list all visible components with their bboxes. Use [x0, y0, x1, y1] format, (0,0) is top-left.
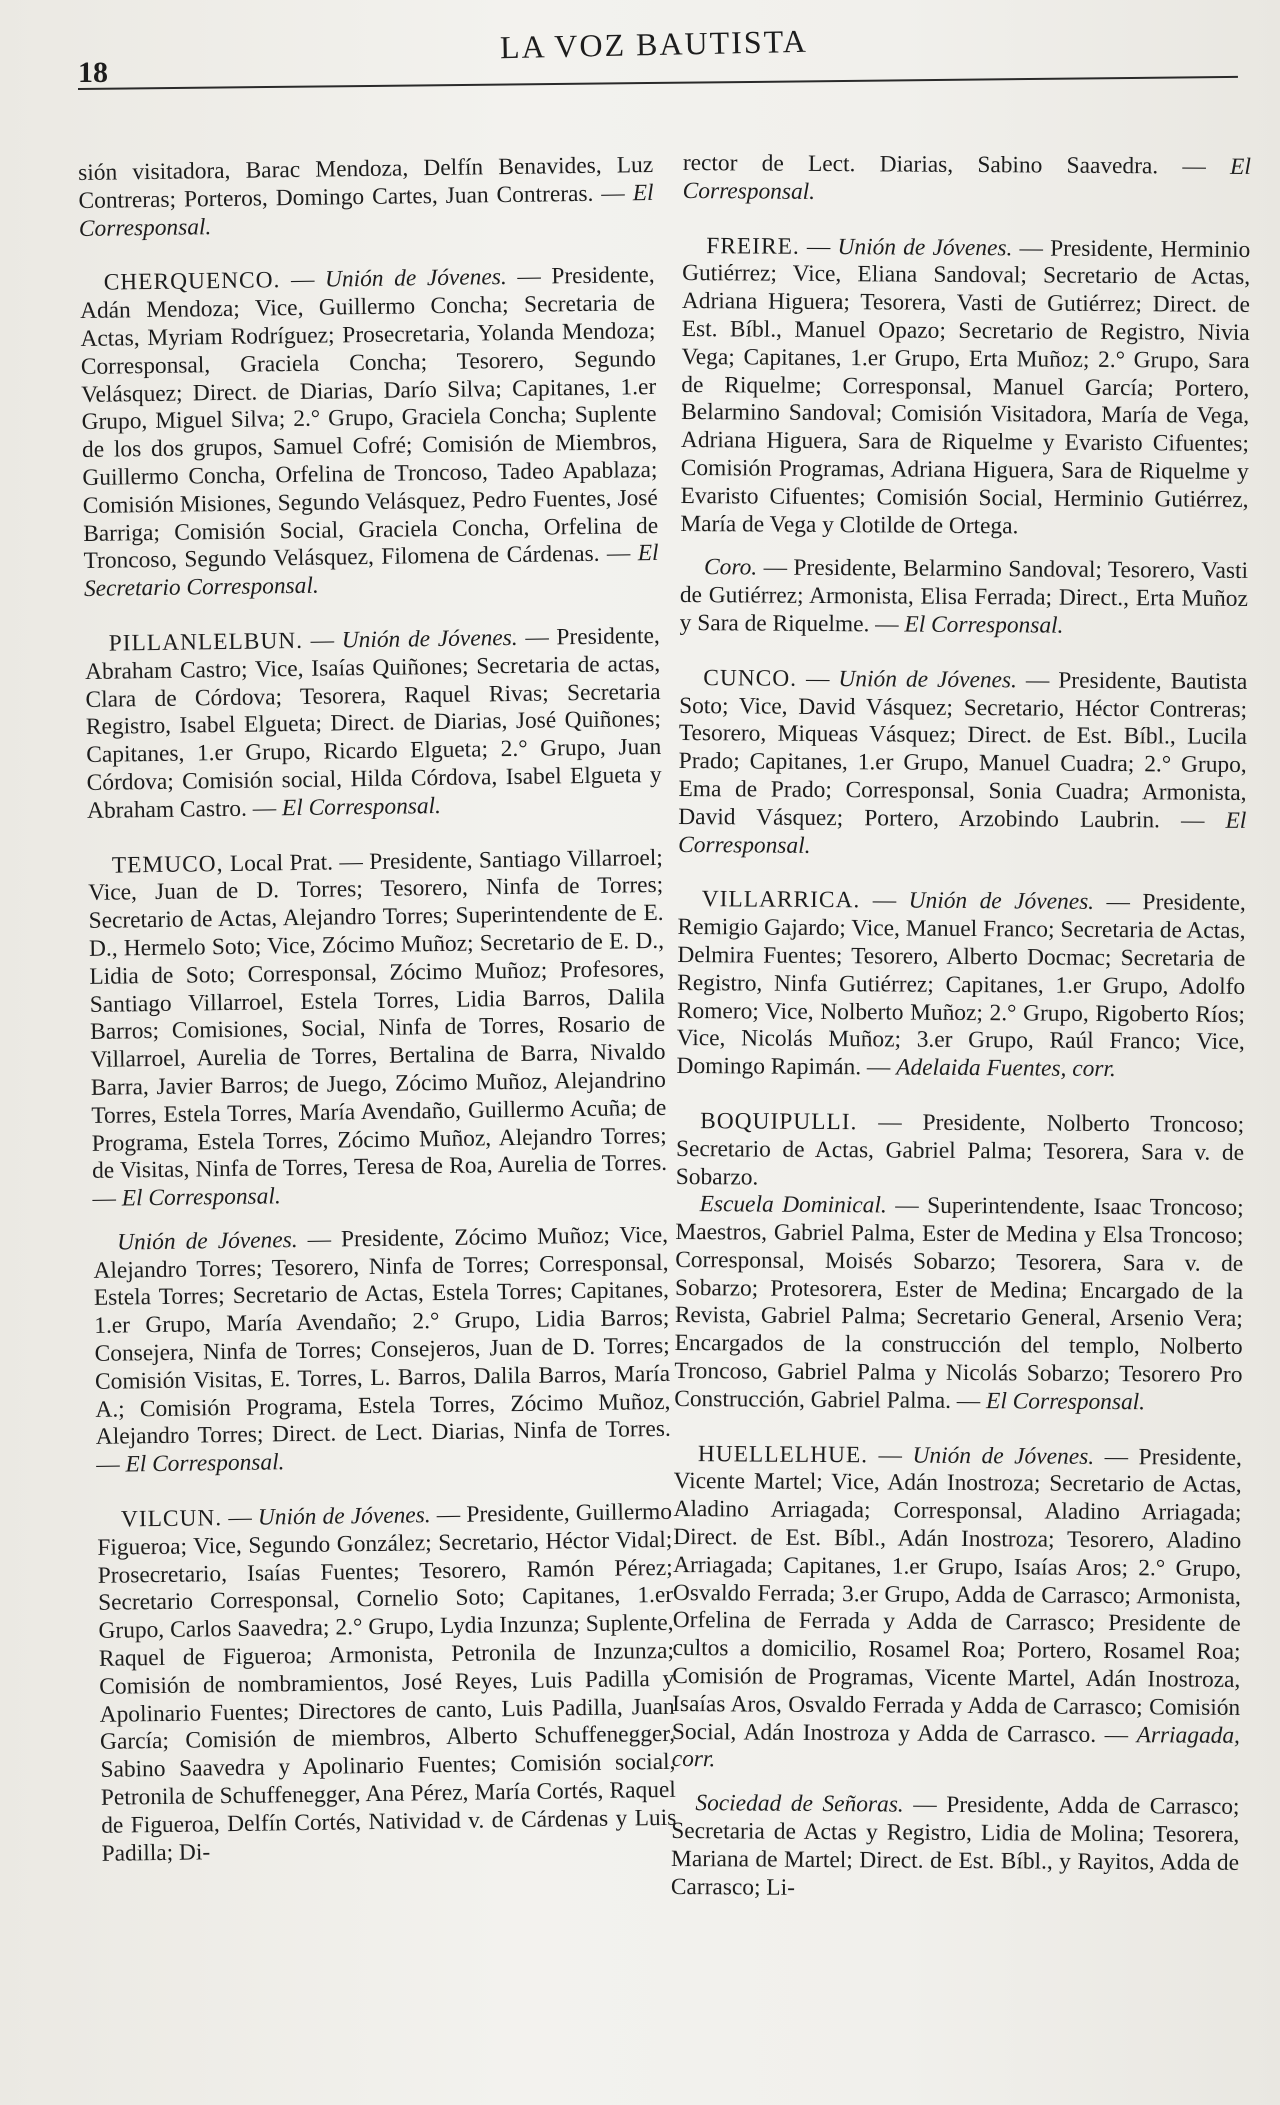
entry-freire-coro: [680, 554, 1249, 641]
entry-text: — Presidente, Adda de Carrasco; Secretaria de Actas y Registro, Lidia de Molina; Tesorera, Mariana de Martel; Direct. de Est. Bíbl., y Rayitos, Adda de Carrasco; Li-: [670, 1791, 1240, 1901]
entry-text: — Presidente, Zócimo Muñoz; Vice, Alejandro Torres; Tesorero, Ninfa de Torres; Corresponsal, Estela Torres; Secretario de Actas, Estela Torres; Capitanes, 1.er Grupo, María Avendaño; 2.° Grupo, Lidia Barros; Consejera, Ninfa de Torres; Consejeros, Juan de D. Torres; Comisión Visitas, E. Torres, L. Barros, Dalila Barros, María A.; Comisión Programa, Estela Torres, Zócimo Muñoz, Alejandro Torres; Direct. de Lect. Diarias, Ninfa de Torres. —: [93, 1221, 671, 1479]
entry-signature: El Corresponsal.: [121, 1183, 281, 1212]
journal-title: LA VOZ BAUTISTA: [499, 22, 809, 66]
entry-text: Local Prat. — Presidente, Santiago Villarroel; Vice, Juan de D. Torres; Tesorero, Ninfa de Torres; Secretario de Actas, Alejandro Torres; Superintendente de E. D., Hermelo Soto; Vice, Zócimo Muñoz; Secretario de E. D., Lidia de Soto; Corresponsal, Zócimo Muñoz; Profesores, Santiago Villarroel, Estela Torres, Lidia Barros, Dalila Barros; Comisiones, Social, Ninfa de Torres, Rosario de Villarroel, Aurelia de Torres, Bertalina de Barra, Nivaldo Barra, Javier Barros; de Juego, Zócimo Muñoz, Alejandrino Torres, Estela Torres, María Avendaño, Guillermo Acuña; de Programa, Estela Torres, Zócimo Muñoz, Alejandro Torres; de Visitas, Ninfa de Torres, Teresa de Roa, Aurelia de Torres. —: [88, 844, 668, 1212]
entry-org: Unión de Jóvenes.: [341, 624, 518, 654]
entry-boquipulli-escuela: [674, 1191, 1244, 1417]
entry-place: CHERQUENCO.: [103, 267, 281, 297]
entry-cherquenco: CHERQUENCO. — Unión de Jóvenes. — Presidente, Adán Mendoza; Vice, Guillermo Concha; Secretaria de Actas, Myriam Rodríguez; Prosecretaria, Yolanda Mendoza; Corresponsal, Graciela Concha; Tesorero, Segundo Velásquez; Direct. de Diarias, Darío Silva; Capitanes, 1.er Grupo, Miguel Silva; 2.° Grupo, Graciela Concha; Suplente de los dos grupos, Samuel Cofré; Comisión de Miembros, Guillermo Concha, Orfelina de Troncoso, Tadeo Apablaza; Comisión Misiones, Segundo Velásquez, Pedro Fuentes, José Barriga; Comisión Social, Graciela Concha, Orfelina de Troncoso, Segundo Velásquez, Filomena de Cárdenas. — El Secretario Corresponsal.: [79, 262, 659, 603]
entry-vilcun: VILCUN. — Unión de Jóvenes. — Presidente, Guillermo Figueroa; Vice, Segundo González; Secretario, Héctor Vidal; Prosecretario, Isaías Fuentes; Tesorero, Ramón Pérez; Secretario Corresponsal, Cornelio Soto; Capitanes, 1.er Grupo, Carlos Saavedra; 2.° Grupo, Lydia Inzunza; Suplente, Raquel de Figueroa; Armonista, Petronila de Inzunza; Comisión de nombramientos, José Reyes, Luis Padilla y Apolinario Fuentes; Directores de canto, Luis Padilla, Juan García; Comisión de miembros, Alberto Schuffenegger, Sabino Saavedra y Apolinario Fuentes; Comisión social, Petronila de Schuffenegger, Ana Pérez, María Cortés, Raquel de Figueroa, Delfín Cortés, Natividad v. de Cárdenas y Luis Padilla; Di-: [97, 1498, 677, 1867]
entry-text: — Presidente, Adán Mendoza; Vice, Guillermo Concha; Secretaria de Actas, Myriam Rodríguez; Prosecretaria, Yolanda Mendoza; Corresponsal, Graciela Concha; Tesorero, Segundo Velásquez; Direct. de Diarias, Darío Silva; Capitanes, 1.er Grupo, Miguel Silva; 2.° Grupo, Graciela Concha; Suplente de los dos grupos, Samuel Cofré; Comisión de Miembros, Guillermo Concha, Orfelina de Troncoso, Tadeo Apablaza; Comisión Misiones, Segundo Velásquez, Pedro Fuentes, José Barriga; Comisión Social, Graciela Concha, Orfelina de Troncoso, Segundo Velásquez, Filomena de Cárdenas. —: [79, 262, 659, 575]
entry-org: Unión de Jóvenes.: [837, 233, 1013, 261]
entry-signature: El Corresponsal.: [682, 153, 1251, 205]
page-number: 18: [78, 56, 108, 89]
entry-text: sión visitadora, Barac Mendoza, Delfín Benavides, Luz Contreras; Porteros, Domingo Cartes, Juan Contreras. —: [78, 151, 654, 214]
entry-org: Coro.: [703, 554, 758, 581]
entry-signature: El Corresponsal.: [904, 611, 1064, 639]
entry-org: Unión de Jóvenes.: [257, 1502, 431, 1531]
entry-boquipulli: [676, 1108, 1245, 1195]
header-rule: [78, 76, 1238, 90]
entry-text: — Presidente, Abraham Castro; Vice, Isaías Quiñones; Secretaria de actas, Clara de Córdova; Tesorera, Raquel Rivas; Secretaria Registro, Isabel Elgueta; Direct. de Diarias, José Quiñones; Capitanes, 1.er Grupo, Ricardo Elgueta; 2.° Grupo, Juan Córdova; Comisión social, Hilda Córdova, Isabel Elgueta y Abraham Castro. —: [84, 622, 662, 824]
left-column: [78, 152, 677, 1895]
entry-org: Sociedad de Señoras.: [695, 1790, 904, 1818]
entry-text: — Superintendente, Isaac Troncoso; Maestros, Gabriel Palma, Ester de Medina y Elsa Troncoso; Corresponsal, Moisés Sobarzo; Tesorera, Sara v. de Sobarzo; Protesorera, Ester de Medina; Encargado de la Revista, Gabriel Palma; Secretario General, Arsenio Vera; Encargados de la construcción del templo, Nolberto Troncoso, Gabriel Palma y Nicolás Sobarzo; Tesorero Pro Construcción, Gabriel Palma. —: [674, 1192, 1244, 1415]
entry-huellelhue-senoras: [671, 1790, 1240, 1905]
entry-signature: El Corresponsal.: [281, 792, 442, 821]
entry-signature: El Corresponsal.: [985, 1388, 1146, 1416]
entry-place: BOQUIPULLI.: [700, 1108, 858, 1136]
entry-pillanlelbun: PILLANLELBUN. — Unión de Jóvenes. — Presidente, Abraham Castro; Vice, Isaías Quiñones; Secretaria de actas, Clara de Córdova; Tesorera, Raquel Rivas; Secretaria Registro, Isabel Elgueta; Direct. de Diarias, José Quiñones; Capitanes, 1.er Grupo, Ricardo Elgueta; 2.° Grupo, Juan Córdova; Comisión social, Hilda Córdova, Isabel Elgueta y Abraham Castro. — El Corresponsal.: [84, 622, 662, 824]
entry-text: — Presidente, Bautista Soto; Vice, David Vásquez; Secretario, Héctor Contreras; Tesorero, Miqueas Vásquez; Direct. de Est. Bíbl., Lucila Prado; Capitanes, 1.er Grupo, Manuel Cuadra; 2.° Grupo, Ema de Prado; Corresponsal, Sonia Cuadra; Armonista, David Vásquez; Portero, Arzobindo Laubrin. —: [678, 667, 1248, 834]
entry-signature: El Secretario Corresponsal.: [83, 540, 659, 603]
entry-huellelhue: HUELLELHUE. — Unión de Jóvenes. — Presidente, Vicente Martel; Vice, Adán Inostroza; Secretario de Actas, Aladino Arriagada; Corresponsal, Aladino Arriagada; Direct. de Est. Bíbl., Adán Inostroza; Tesorero, Aladino Arriagada; Capitanes, 1.er Grupo, Isaías Aros; 2.° Grupo, Osvaldo Ferrada; 3.er Grupo, Adda de Carrasco; Armonista, Orfelina de Ferrada y Adda de Carrasco; Presidente de cultos a domicilio, Rosamel Roa; Portero, Rosamel Roa; Comisión de Programas, Vicente Martel, Adán Inostroza, Isaías Aros, Osvaldo Ferrada y Adda de Carrasco; Comisión Social, Adán Inostroza y Adda de Carrasco. — Arriagada, corr.: [671, 1440, 1242, 1773]
entry-signature: El Corresponsal.: [125, 1449, 285, 1478]
entry-signature: Arriagada, corr.: [671, 1721, 1241, 1773]
entry-place: HUELLELHUE.: [697, 1440, 869, 1468]
entry-signature: El Corresponsal.: [78, 179, 654, 242]
entry-org: Unión de Jóvenes.: [912, 1442, 1095, 1470]
entry-place: CUNCO.: [703, 664, 798, 692]
entry-continuation-left: [78, 152, 654, 243]
entry-text: — Presidente, Nolberto Troncoso; Secretario de Actas, Gabriel Palma; Tesorera, Sara v. de Sobarzo.: [675, 1109, 1245, 1191]
entry-signature: El Corresponsal.: [678, 807, 1247, 859]
entry-cunco: CUNCO. — Unión de Jóvenes. — Presidente, Bautista Soto; Vice, David Vásquez; Secretario, Héctor Contreras; Tesorero, Miqueas Vásquez; Direct. de Est. Bíbl., Lucila Prado; Capitanes, 1.er Grupo, Manuel Cuadra; 2.° Grupo, Ema de Prado; Corresponsal, Sonia Cuadra; Armonista, David Vásquez; Portero, Arzobindo Laubrin. — El Corresponsal.: [678, 664, 1248, 859]
entry-org: Unión de Jóvenes.: [324, 264, 507, 293]
entry-place: VILLARRICA.: [701, 886, 861, 914]
entry-continuation-right: [683, 150, 1251, 210]
entry-temuco-jovenes: [93, 1222, 671, 1480]
right-column: [671, 150, 1251, 1932]
entry-org: Escuela Dominical.: [699, 1191, 887, 1219]
entry-text: — Presidente, Vicente Martel; Vice, Adán Inostroza; Secretario de Actas, Aladino Arriagada; Corresponsal, Aladino Arriagada; Direct. de Est. Bíbl., Adán Inostroza; Tesorero, Aladino Arriagada; Capitanes, 1.er Grupo, Isaías Aros; 2.° Grupo, Osvaldo Ferrada; 3.er Grupo, Adda de Carrasco; Armonista, Orfelina de Ferrada y Adda de Carrasco; Presidente de cultos a domicilio, Rosamel Roa; Portero, Rosamel Roa; Comisión de Programas, Vicente Martel, Adán Inostroza, Isaías Aros, Osvaldo Ferrada y Adda de Carrasco; Comisión Social, Adán Inostroza y Adda de Carrasco. —: [671, 1443, 1242, 1748]
entry-text: — Presidente, Herminio Gutiérrez; Vice, Eliana Sandoval; Secretario de Actas, Adriana Higuera; Tesorera, Vasti de Gutiérrez; Direct. de Est. Bíbl., Manuel Opazo; Secretario de Registro, Nivia Vega; Capitanes, 1.er Grupo, Erta Muñoz; 2.° Grupo, Sara de Riquelme; Corresponsal, Manuel García; Portero, Belarmino Sandoval; Comisión Visitadora, María de Vega, Adriana Higuera, Sara de Riquelme y Evaristo Cifuentes; Comisión Programas, Adriana Higuera, Sara de Riquelme y Evaristo Cifuentes; Comisión Social, Herminio Gutiérrez, María de Vega y Clotilde de Ortega.: [680, 234, 1251, 539]
entry-freire: FREIRE. — Unión de Jóvenes. — Presidente, Herminio Gutiérrez; Vice, Eliana Sandoval; Secretario de Actas, Adriana Higuera; Tesorera, Vasti de Gutiérrez; Direct. de Est. Bíbl., Manuel Opazo; Secretario de Registro, Nivia Vega; Capitanes, 1.er Grupo, Erta Muñoz; 2.° Grupo, Sara de Riquelme; Corresponsal, Manuel García; Portero, Belarmino Sandoval; Comisión Visitadora, María de Vega, Adriana Higuera, Sara de Riquelme y Evaristo Cifuentes; Comisión Programas, Adriana Higuera, Sara de Riquelme y Evaristo Cifuentes; Comisión Social, Herminio Gutiérrez, María de Vega y Clotilde de Ortega.: [680, 232, 1251, 539]
entry-villarrica: VILLARRICA. — Unión de Jóvenes. — Presidente, Remigio Gajardo; Vice, Manuel Franco; Secretaria de Actas, Delmira Fuentes; Tesorero, Alberto Docmac; Secretaria de Registro, Ninfa Gutiérrez; Capitanes, 1.er Grupo, Adolfo Romero; Vice, Nolberto Muñoz; 2.° Grupo, Rigoberto Ríos; Vice, Nicolás Muñoz; 3.er Grupo, Raúl Franco; Vice, Domingo Rapimán. — Adelaida Fuentes, corr.: [676, 886, 1246, 1083]
entry-org: Unión de Jóvenes.: [908, 887, 1095, 916]
entry-place: TEMUCO,: [111, 850, 224, 879]
entry-place: FREIRE.: [706, 232, 800, 260]
entry-temuco: [88, 844, 668, 1213]
entry-org: Unión de Jóvenes.: [838, 665, 1018, 694]
entry-org: Unión de Jóvenes.: [116, 1226, 298, 1256]
entry-text: — Presidente, Remigio Gajardo; Vice, Manuel Franco; Secretaria de Actas, Delmira Fuentes; Tesorero, Alberto Docmac; Secretaria de Registro, Ninfa Gutiérrez; Capitanes, 1.er Grupo, Adolfo Romero; Vice, Nolberto Muñoz; 2.° Grupo, Rigoberto Ríos; Vice, Nicolás Muñoz; 3.er Grupo, Raúl Franco; Vice, Domingo Rapimán. —: [676, 889, 1246, 1081]
entry-signature: Adelaida Fuentes, corr.: [896, 1054, 1116, 1083]
entry-text: — Presidente, Guillermo Figueroa; Vice, Segundo González; Secretario, Héctor Vidal; Prosecretario, Isaías Fuentes; Tesorero, Ramón Pérez; Secretario Corresponsal, Cornelio Soto; Capitanes, 1.er Grupo, Carlos Saavedra; 2.° Grupo, Lydia Inzunza; Suplente, Raquel de Figueroa; Armonista, Petronila de Inzunza; Comisión de nombramientos, José Reyes, Luis Padilla y Apolinario Fuentes; Directores de canto, Luis Padilla, Juan García; Comisión de miembros, Alberto Schuffenegger, Sabino Saavedra y Apolinario Fuentes; Comisión social, Petronila de Schuffenegger, Ana Pérez, María Cortés, Raquel de Figueroa, Delfín Cortés, Natividad v. de Cárdenas y Luis Padilla; Di-: [97, 1498, 677, 1867]
entry-place: PILLANLELBUN.: [108, 627, 304, 657]
entry-text: — Presidente, Belarmino Sandoval; Tesorero, Vasti de Gutiérrez; Armonista, Elisa Ferrada; Direct., Erta Muñoz y Sara de Riquelme. —: [679, 554, 1249, 638]
entry-text: rector de Lect. Diarias, Sabino Saavedra. —: [682, 150, 1231, 180]
entry-place: VILCUN.: [120, 1505, 223, 1533]
